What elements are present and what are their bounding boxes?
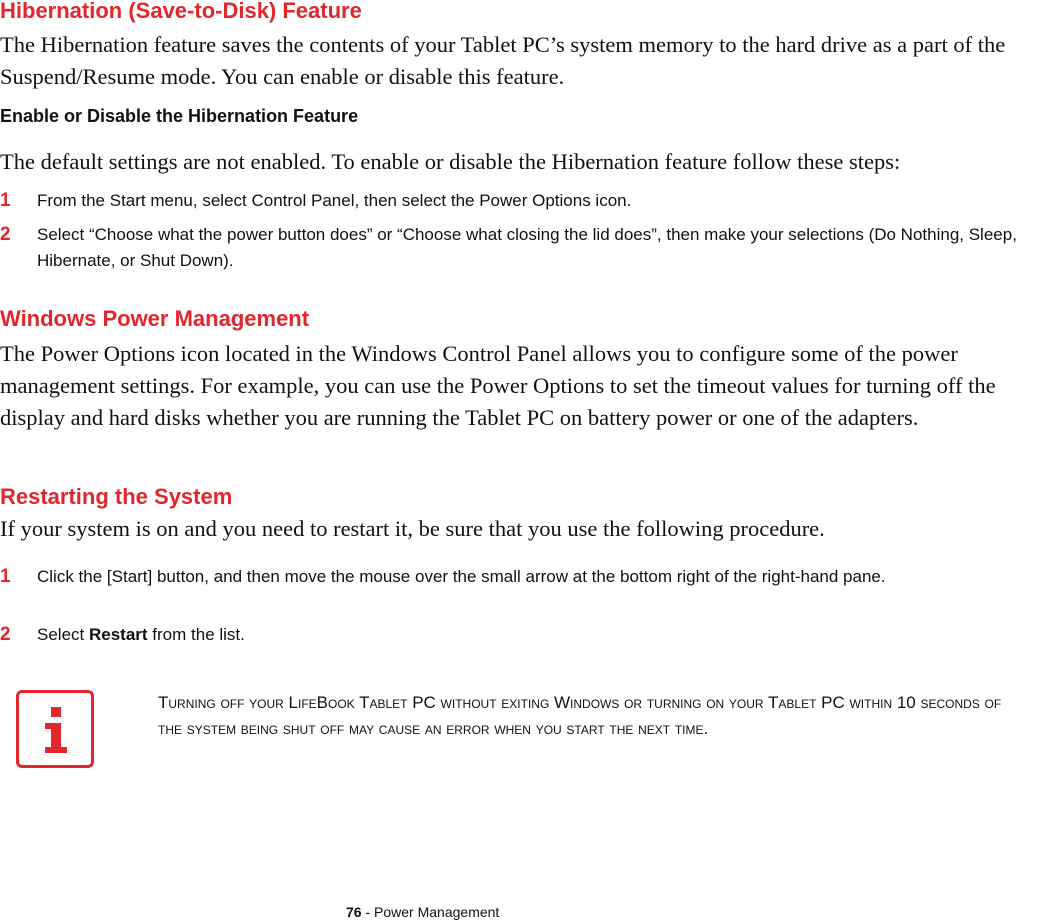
info-icon: [16, 690, 94, 768]
footer-section: Power Management: [374, 904, 500, 920]
page-footer: [346, 904, 499, 920]
step-text: [37, 622, 1040, 648]
power-management-heading: Windows Power Management: [0, 306, 310, 331]
step-text-after: from the list.: [147, 625, 245, 644]
page-number: 76: [346, 904, 362, 920]
footer-separator: -: [361, 904, 375, 920]
power-management-body: The Power Options icon located in the Windows Control Panel allows you to configure some of the power management settings. For example, you can use the Power Options to set the timeout values for turning off the display and hard disks whether you are running the Tablet PC on battery power or one of the adapters.: [0, 341, 996, 430]
hibernation-intro: The default settings are not enabled. To enable or disable the Hibernation feature follow these steps:: [0, 149, 901, 174]
step-number: 1: [0, 566, 11, 587]
step-text-before: Select: [37, 625, 89, 644]
step-number: 2: [0, 224, 11, 245]
hibernation-subheading: Enable or Disable the Hibernation Feature: [0, 106, 359, 126]
restart-emphasis: Restart: [88, 625, 148, 644]
restarting-heading: Restarting the System: [0, 484, 233, 509]
step-number: 1: [0, 190, 11, 211]
step-text: Select “Choose what the power button does” or “Choose what closing the lid does”, then make your selections (Do Nothing, Sleep, Hibernate, or Shut Down).: [37, 225, 1017, 270]
step-text: Click the [Start] button, and then move the mouse over the small arrow at the bottom right of the right-hand pane.: [37, 567, 886, 586]
step-text: From the Start menu, select Control Panel, then select the Power Options icon.: [37, 191, 632, 210]
note-text: Turning off your LifeBook Tablet PC without exiting Windows or turning on your Tablet PC within 10 seconds of the system being shut off may cause an error when you start the next time.: [158, 693, 1002, 738]
step-number: 2: [0, 624, 11, 645]
hibernation-heading: Hibernation (Save-to-Disk) Feature: [0, 0, 362, 23]
hibernation-body: The Hibernation feature saves the contents of your Tablet PC’s system memory to the hard drive as a part of the Suspend/Resume mode. You can enable or disable this feature.: [0, 32, 1006, 89]
restarting-body: If your system is on and you need to restart it, be sure that you use the following procedure.: [0, 516, 825, 541]
